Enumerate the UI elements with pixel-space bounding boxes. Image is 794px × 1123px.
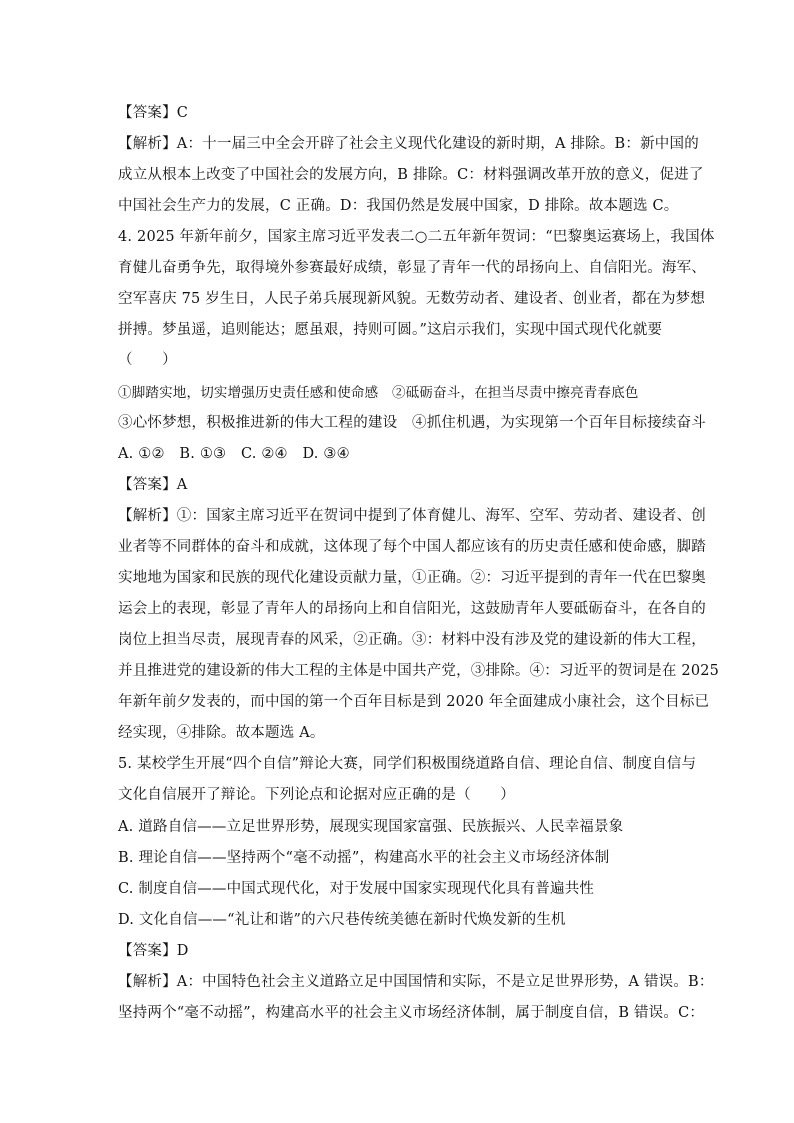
question-4-choices: A. ①② B. ①③ C. ②④ D. ③④ [118, 446, 350, 462]
question-5-option-d: D. 文化自信——“礼让和谐”的六尺巷传统美德在新时代焕发新的生机 [118, 912, 566, 928]
question-5-line-1: 5. 某校学生开展“四个自信”辩论大赛，同学们积极围绕道路自信、理论自信、制度自信与 [118, 756, 697, 772]
question-4-bracket: （ ） [118, 352, 177, 368]
analysis-q4-line-3: 实地地为国家和民族的现代化建设贡献力量，①正确。②：习近平提到的青年一代在巴黎奥 [118, 570, 706, 586]
answer-label-q3: 【答案】C [118, 105, 189, 121]
question-4-line-1: 4. 2025 年新年前夕，国家主席习近平发表二○二五年新年贺词：“巴黎奥运赛场上，我国体 [118, 229, 715, 245]
analysis-q5-line-1: 【解析】A：中国特色社会主义道路立足中国国情和实际，不是立足世界形势，A 错误。B： [118, 974, 714, 990]
question-5-option-b: B. 理论自信——坚持两个“毫不动摇”，构建高水平的社会主义市场经济体制 [118, 850, 610, 866]
analysis-q3-line-3: 中国社会生产力的发展，C 正确。D：我国仍然是发展中国家，D 排除。故本题选 C。 [118, 198, 679, 214]
question-4-statements-1: ①脚踏实地，切实增强历史责任感和使命感 ②砥砺奋斗，在担当尽责中擦亮青春底色 [118, 385, 639, 401]
answer-label-q5: 【答案】D [118, 943, 189, 959]
analysis-q4-line-1: 【解析】①：国家主席习近平在贺词中提到了体育健儿、海军、空军、劳动者、建设者、创 [118, 508, 706, 524]
question-4-line-3: 空军喜庆 75 岁生日，人民子弟兵展现新风貌。无数劳动者、建设者、创业者，都在为梦想 [118, 291, 706, 307]
question-5-option-a: A. 道路自信——立足世界形势，展现实现国家富强、民族振兴、人民幸福景象 [118, 819, 624, 835]
analysis-q3-line-1: 【解析】A：十一届三中全会开辟了社会主义现代化建设的新时期，A 排除。B：新中国的 [118, 136, 699, 152]
answer-label-q4: 【答案】A [118, 477, 188, 493]
question-5-line-2: 文化自信展开了辩论。下列论点和论据对应正确的是（ ） [118, 787, 515, 803]
analysis-q4-line-4: 运会上的表现，彰显了青年人的昂扬向上和自信阳光，这鼓励青年人要砥砺奋斗，在各自的 [118, 601, 706, 617]
analysis-q4-line-7: 年新年前夕发表的，而中国的第一个百年目标是到 2020 年全面建成小康社会，这个目标已 [118, 694, 710, 710]
question-4-line-4: 拼搏。梦虽遥，追则能达；愿虽艰，持则可圆。”这启示我们，实现中国式现代化就要 [118, 322, 663, 338]
analysis-q5-line-2: 坚持两个“毫不动摇”，构建高水平的社会主义市场经济体制，属于制度自信，B 错误。C： [118, 1005, 705, 1021]
analysis-q4-line-5: 岗位上担当尽责，展现青春的风采，②正确。③：材料中没有涉及党的建设新的伟大工程， [118, 632, 706, 648]
analysis-q3-line-2: 成立从根本上改变了中国社会的发展方向，B 排除。C：材料强调改革开放的意义，促进了 [118, 167, 704, 183]
question-5-option-c: C. 制度自信——中国式现代化，对于发展中国家实现现代化具有普遍共性 [118, 881, 595, 897]
analysis-q4-line-6: 并且推进党的建设新的伟大工程的主体是中国共产党，③排除。④：习近平的贺词是在 2025 [118, 663, 720, 679]
question-4-statements-2: ③心怀梦想，积极推进新的伟大工程的建设 ④抓住机遇，为实现第一个百年目标接续奋斗 [118, 415, 706, 431]
question-4-line-2: 育健儿奋勇争先，取得境外参赛最好成绩，彰显了青年一代的昂扬向上、自信阳光。海军、 [118, 260, 706, 276]
analysis-q4-line-2: 业者等不同群体的奋斗和成就，这体现了每个中国人都应该有的历史责任感和使命感，脚踏 [118, 539, 706, 555]
analysis-q4-line-8: 经实现，④排除。故本题选 A。 [118, 725, 325, 741]
